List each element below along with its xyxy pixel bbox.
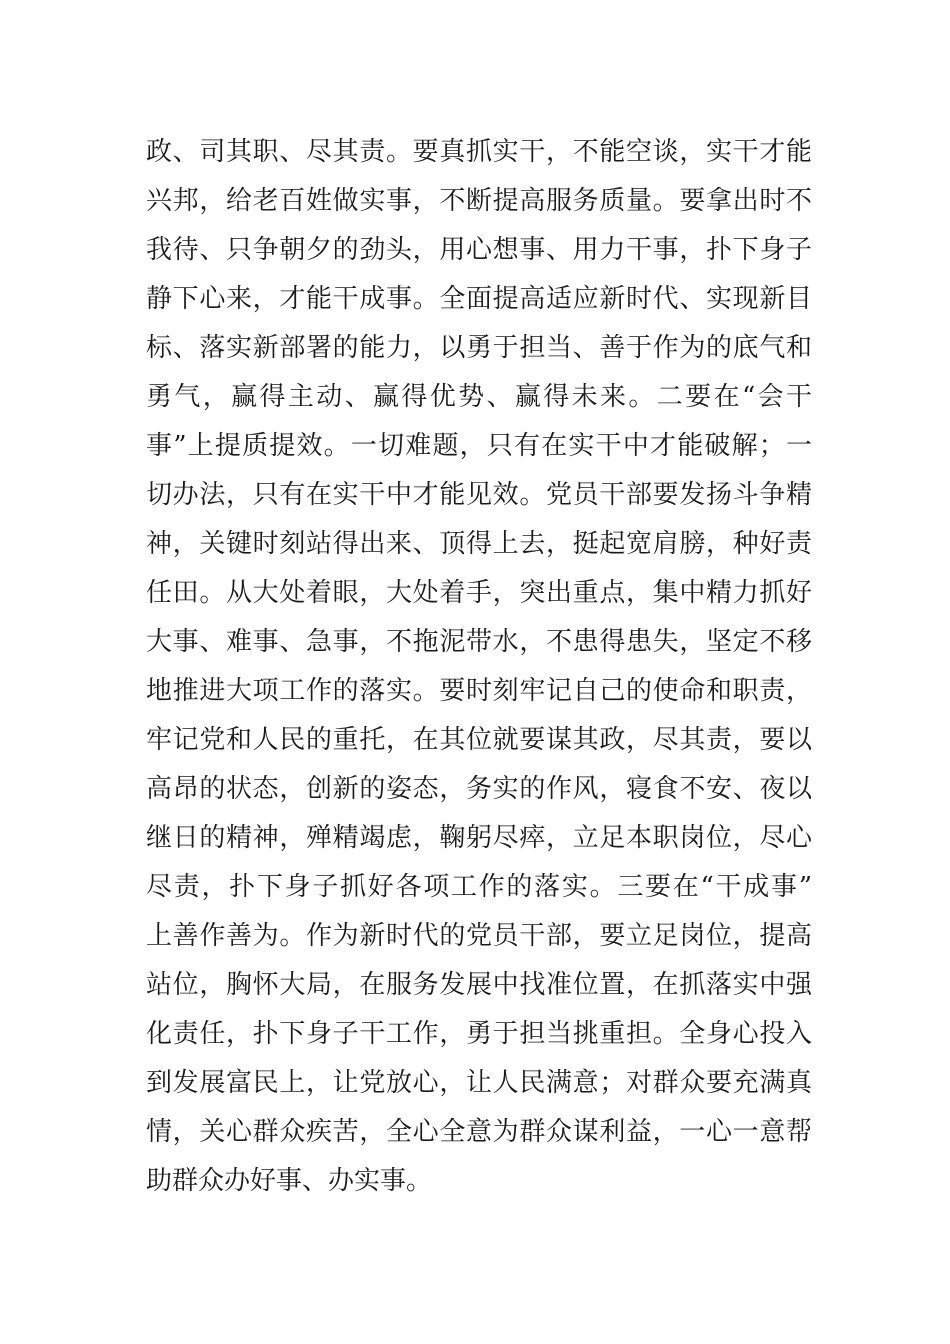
text-line: 助群众办好事、办实事。 <box>146 1166 433 1196</box>
text-line: 我待、只争朝夕的劲头，用心想事、用力干事，扑下身子 <box>146 235 812 265</box>
text-line: 地推进大项工作的落实。要时刻牢记自己的使命和职责， <box>146 676 812 706</box>
text-line: 高昂的状态，创新的姿态，务实的作风，寝食不安、夜以 <box>146 774 812 804</box>
text-line: 切办法，只有在实干中才能见效。党员干部要发扬斗争精 <box>146 480 812 510</box>
text-line: 化责任，扑下身子干工作，勇于担当挑重担。全身心投入 <box>146 1019 812 1049</box>
text-line: 牢记党和人民的重托，在其位就要谋其政，尽其责，要以 <box>146 725 812 755</box>
text-line: 静下心来，才能干成事。全面提高适应新时代、实现新目 <box>146 284 812 314</box>
text-line: 勇气，赢得主动、赢得优势、赢得未来。二要在“会干 <box>146 382 812 412</box>
text-line: 神，关键时刻站得出来、顶得上去，挺起宽肩膀，种好责 <box>146 529 812 559</box>
text-line: 上善作善为。作为新时代的党员干部，要立足岗位，提高 <box>146 921 812 951</box>
text-line: 尽责，扑下身子抓好各项工作的落实。三要在“干成事” <box>146 872 812 902</box>
text-line: 事”上提质提效。一切难题，只有在实干中才能破解；一 <box>146 431 812 461</box>
text-line: 继日的精神，殚精竭虑，鞠躬尽瘁，立足本职岗位，尽心 <box>146 823 812 853</box>
text-line: 任田。从大处着眼，大处着手，突出重点，集中精力抓好 <box>146 578 812 608</box>
text-line: 兴邦，给老百姓做实事，不断提高服务质量。要拿出时不 <box>146 186 812 216</box>
text-line: 到发展富民上，让党放心，让人民满意；对群众要充满真 <box>146 1068 812 1098</box>
text-line: 情，关心群众疾苦，全心全意为群众谋利益，一心一意帮 <box>146 1117 812 1147</box>
text-line: 政、司其职、尽其责。要真抓实干，不能空谈，实干才能 <box>146 137 812 167</box>
text-line: 标、落实新部署的能力，以勇于担当、善于作为的底气和 <box>146 333 812 363</box>
body-text <box>146 128 812 1206</box>
text-line: 站位，胸怀大局，在服务发展中找准位置，在抓落实中强 <box>146 970 812 1000</box>
text-line: 大事、难事、急事，不拖泥带水，不患得患失，坚定不移 <box>146 627 812 657</box>
